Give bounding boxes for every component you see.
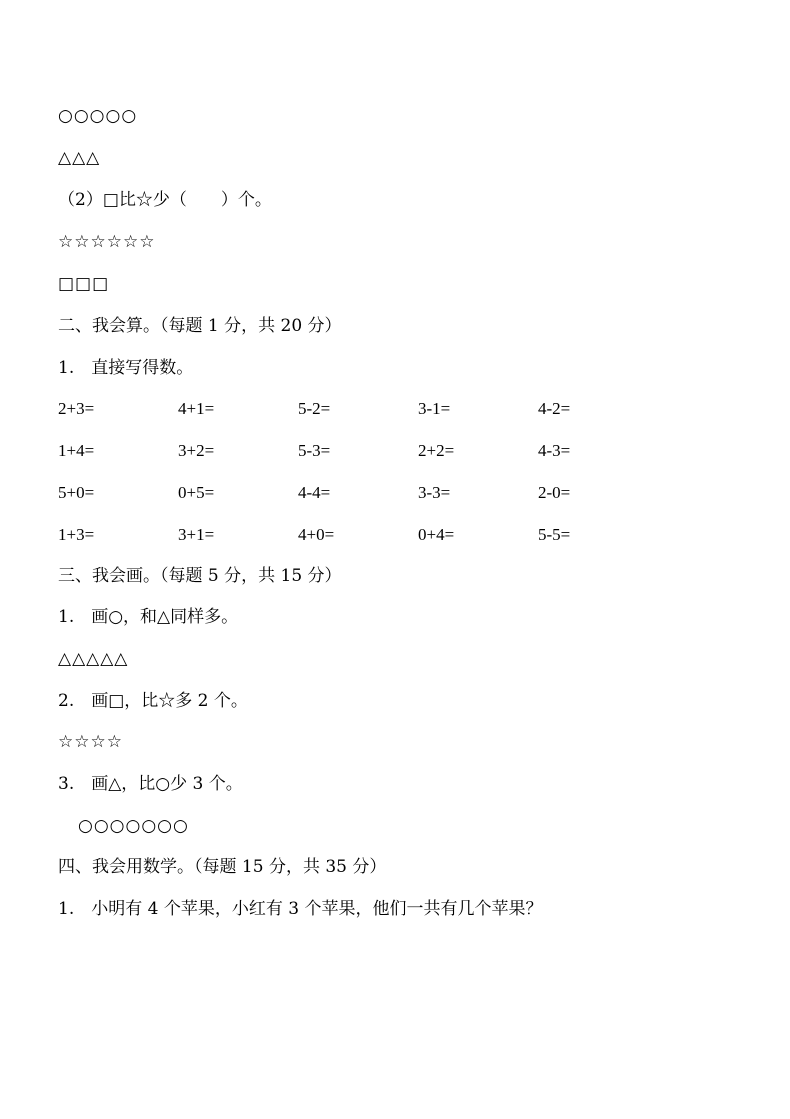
arithmetic-problem: 3+1= — [178, 525, 215, 544]
circles-row-5: ○○○○○ — [58, 106, 138, 126]
arithmetic-problem: 2-0= — [538, 483, 571, 502]
arithmetic-problem: 1+4= — [58, 441, 95, 460]
triangles-row-3: △△△ — [58, 148, 101, 168]
arithmetic-row — [58, 524, 698, 546]
arithmetic-problem: 4+0= — [298, 525, 335, 544]
arithmetic-row — [58, 440, 698, 462]
circles-row-7: ○○○○○○○ — [78, 816, 189, 836]
arithmetic-problem: 0+4= — [418, 525, 455, 544]
section-4-item-1: 1. 小明有 4 个苹果，小红有 3 个苹果，他们一共有几个苹果？ — [58, 899, 543, 919]
section-2-item-1: 1. 直接写得数。 — [58, 358, 194, 378]
stars-row-4: ☆☆☆☆ — [58, 732, 123, 752]
arithmetic-row — [58, 398, 698, 420]
stars-row-6: ☆☆☆☆☆☆ — [58, 232, 156, 252]
arithmetic-problem: 4+1= — [178, 399, 215, 418]
arithmetic-problem: 5-2= — [298, 399, 331, 418]
arithmetic-problem: 2+2= — [418, 441, 455, 460]
arithmetic-problem: 1+3= — [58, 525, 95, 544]
arithmetic-row — [58, 482, 698, 504]
arithmetic-problem: 4-3= — [538, 441, 571, 460]
squares-row-3: □□□ — [58, 274, 110, 294]
question-2-text: （2）□比☆少（ ）个。 — [58, 190, 272, 210]
section-3-item-3: 3. 画△，比○少 3 个。 — [58, 774, 243, 794]
arithmetic-problem: 2+3= — [58, 399, 95, 418]
arithmetic-problem: 5-5= — [538, 525, 571, 544]
triangles-row-5: △△△△△ — [58, 649, 129, 669]
arithmetic-problem: 5-3= — [298, 441, 331, 460]
arithmetic-problem: 4-4= — [298, 483, 331, 502]
arithmetic-problem: 0+5= — [178, 483, 215, 502]
arithmetic-problem: 4-2= — [538, 399, 571, 418]
section-3-item-2: 2. 画□，比☆多 2 个。 — [58, 691, 248, 711]
section-4-heading: 四、我会用数学。（每题 15 分，共 35 分） — [58, 857, 387, 877]
section-3-item-1: 1. 画○，和△同样多。 — [58, 607, 239, 627]
arithmetic-problem: 3-1= — [418, 399, 451, 418]
section-2-heading: 二、我会算。（每题 1 分，共 20 分） — [58, 316, 342, 336]
section-3-heading: 三、我会画。（每题 5 分，共 15 分） — [58, 566, 342, 586]
arithmetic-problem: 5+0= — [58, 483, 95, 502]
arithmetic-problem: 3+2= — [178, 441, 215, 460]
arithmetic-problem: 3-3= — [418, 483, 451, 502]
